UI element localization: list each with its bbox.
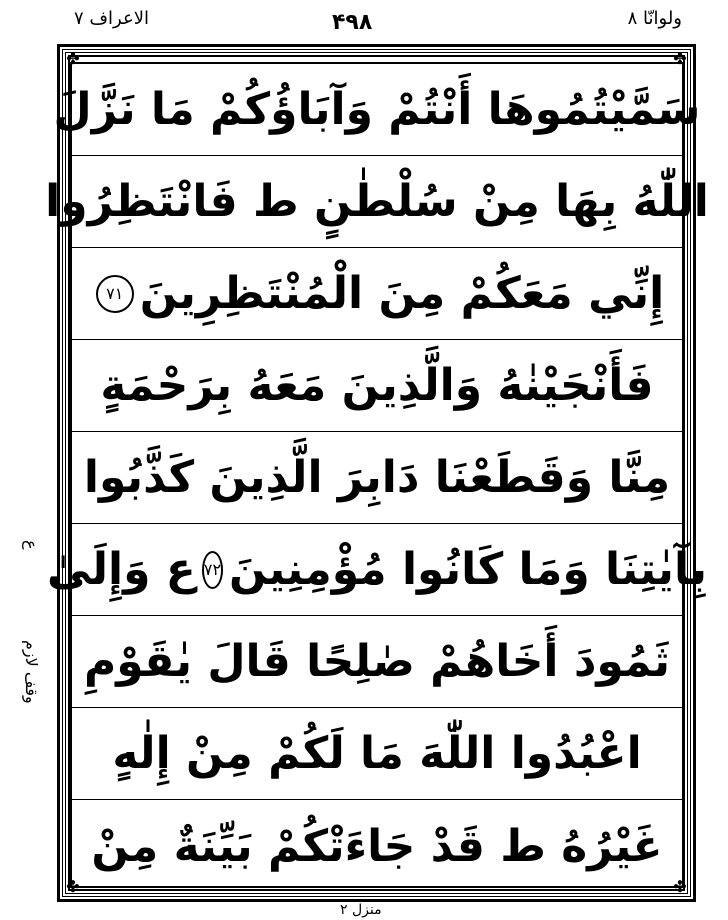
surah-name: الاعراف ٧ [74,8,149,29]
para-name: ولوانّا ٨ [627,8,682,29]
verse-line [72,800,682,892]
page-footer [0,902,728,920]
corner-ornament-icon: ✤ [673,49,687,68]
verse-text: إِنِّي مَعَكُمْ مِنَ الْمُنْتَظِرِينَ [139,268,665,319]
verse-text: بِآيٰتِنَا وَمَا كَانُوا مُؤْمِنِينَ [229,544,707,595]
ayah-number-marker: ٧٢ [202,551,223,589]
page-header [0,0,728,46]
corner-ornament-icon: ✤ [66,49,80,68]
verse-line [72,340,682,432]
verse-line [72,708,682,800]
verse-text: فَأَنْجَيْنٰهُ وَالَّذِينَ مَعَهُ بِرَحْمَةٍ [100,360,654,411]
verse-line [72,248,682,340]
verse-line [45,156,709,248]
verse-text: اعْبُدُوا اللّٰهَ مَا لَكُمْ مِنْ إِلٰهٍ [112,728,642,779]
verse-text: اللّٰهُ بِهَا مِنْ سُلْطٰنٍ ط فَانْتَظِرُوا [45,176,709,227]
page-number: ۴۹۸ [332,10,373,35]
manzil-label: منزل ٢ [340,902,382,918]
ayah-number-marker: ٧١ [96,275,134,313]
verse-line [72,616,682,708]
verse-text: غَيْرُهُ ط قَدْ جَاءَتْكُمْ بَيِّنَةٌ مِنْ [91,820,663,872]
verse-text-continuation: ع وَإِلَىٰ [47,544,196,595]
margin-note: ع [22,540,41,550]
verse-line [53,64,701,156]
verse-line [72,432,682,524]
verse-text: سَمَّيْتُمُوهَا أَنْتُمْ وَآبَاؤُكُمْ مَا نَزَّلَ [53,84,701,135]
verse-line [47,524,707,616]
margin-note: وقف لازم [22,640,41,704]
verse-text: ثَمُودَ أَخَاهُمْ صٰلِحًا قَالَ يٰقَوْمِ [83,636,671,687]
corner-ornament-icon: ✤ [673,877,687,896]
verse-text-area [45,62,709,888]
verse-text: مِنَّا وَقَطَعْنَا دَابِرَ الَّذِينَ كَذَّبُوا [83,452,671,503]
corner-ornament-icon: ✤ [66,877,80,896]
